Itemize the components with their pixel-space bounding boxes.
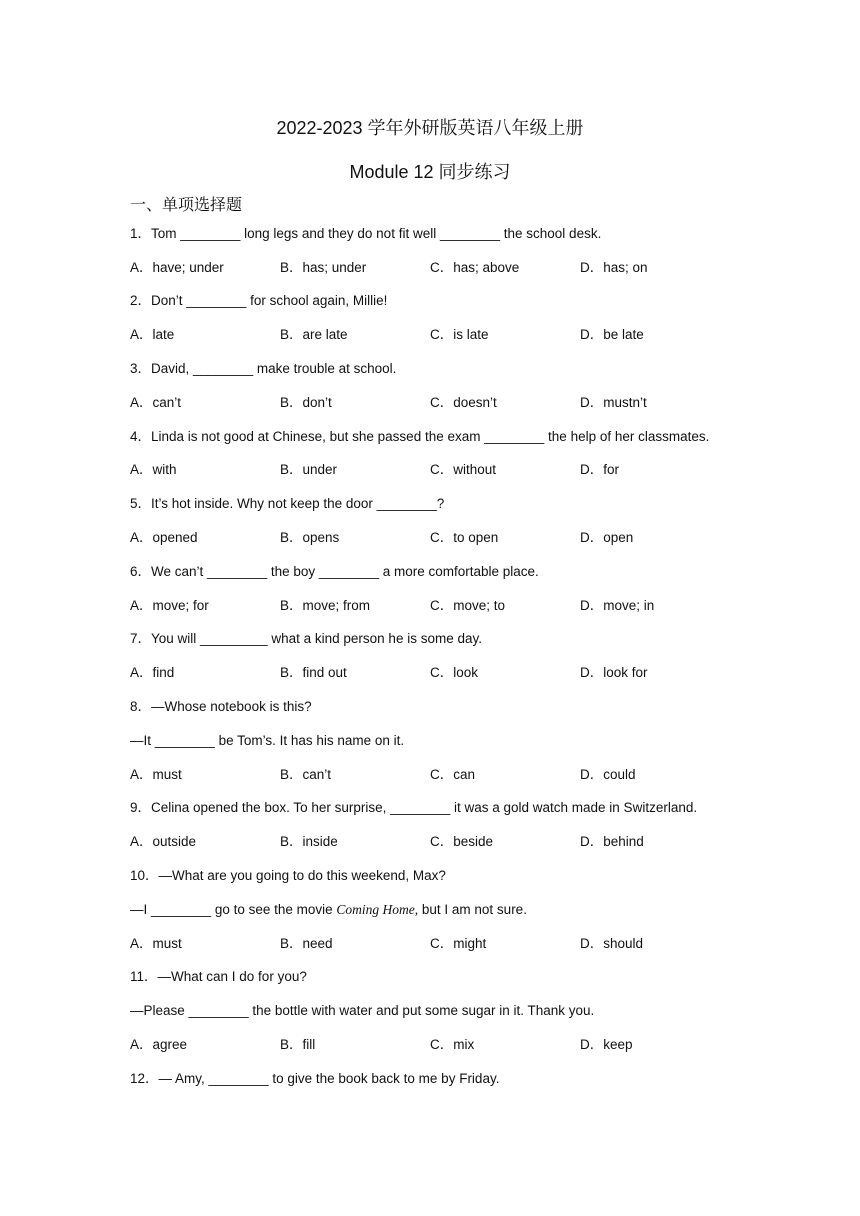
question-2-option-c: C．is late [430, 327, 489, 342]
question-9-option-c: C．beside [430, 834, 494, 849]
question-2-option-b: B．are late [280, 327, 348, 342]
question-4-option-a: A．with [130, 462, 177, 477]
question-11-option-a: A．agree [130, 1037, 188, 1052]
section-heading: 一、单项选择题 [130, 197, 243, 214]
question-11-stem: 11．—What can I do for you? [130, 969, 307, 984]
question-3-option-a: A．can’t [130, 395, 182, 410]
question-11-stem-reply: —Please ________ the bottle with water and put some sugar in it. Thank you. [130, 1003, 595, 1018]
question-9-option-a: A．outside [130, 834, 197, 849]
question-1-option-d: D．has; on [580, 260, 648, 275]
question-6-option-a: A．move; for [130, 598, 209, 613]
question-4-stem: 4．Linda is not good at Chinese, but she passed the exam ________ the help of her classmates. [130, 429, 710, 444]
question-8-stem: 8．—Whose notebook is this? [130, 699, 312, 714]
question-11-option-b: B．fill [280, 1037, 316, 1052]
question-5-option-b: B．opens [280, 530, 340, 545]
question-2-option-d: D．be late [580, 327, 644, 342]
question-8-option-b: B．can’t [280, 767, 332, 782]
question-12-stem: 12．— Amy, ________ to give the book back to me by Friday. [130, 1071, 500, 1086]
question-10-movie-title: Coming Home, [336, 902, 419, 917]
question-3-option-d: D．mustn’t [580, 395, 647, 410]
document-subtitle: Module 12 同步练习 [349, 162, 511, 182]
question-1-option-c: C．has; above [430, 260, 520, 275]
question-7-option-b: B．find out [280, 665, 347, 680]
question-5-option-c: C．to open [430, 530, 499, 545]
question-4-option-c: C．without [430, 462, 497, 477]
question-7-option-a: A．find [130, 665, 175, 680]
question-10-reply-end: but I am not sure. [418, 902, 527, 917]
question-10-stem-reply [130, 901, 527, 919]
question-10-option-d: D．should [580, 936, 644, 951]
question-10-option-b: B．need [280, 936, 333, 951]
question-10-option-c: C．might [430, 936, 487, 951]
question-4-option-d: D．for [580, 462, 620, 477]
question-6-option-b: B．move; from [280, 598, 371, 613]
question-10-option-a: A．must [130, 936, 182, 951]
question-9-stem: 9．Celina opened the box. To her surprise, ________ it was a gold watch made in Switzerland. [130, 800, 698, 815]
question-7-option-d: D．look for [580, 665, 648, 680]
question-2-option-a: A．late [130, 327, 175, 342]
question-2-stem: 2．Don’t ________ for school again, Millie! [130, 293, 388, 308]
question-6-option-d: D．move; in [580, 598, 655, 613]
question-3-option-c: C．doesn’t [430, 395, 497, 410]
question-5-option-d: D．open [580, 530, 634, 545]
question-8-option-c: C．can [430, 767, 476, 782]
question-7-option-c: C．look [430, 665, 479, 680]
question-8-option-d: D．could [580, 767, 636, 782]
question-1-option-b: B．has; under [280, 260, 367, 275]
question-3-option-b: B．don’t [280, 395, 332, 410]
question-5-option-a: A．opened [130, 530, 198, 545]
question-1-stem: 1．Tom ________ long legs and they do not fit well ________ the school desk. [130, 226, 602, 241]
question-8-option-a: A．must [130, 767, 182, 782]
question-9-option-b: B．inside [280, 834, 338, 849]
question-5-stem: 5．It’s hot inside. Why not keep the door ________? [130, 496, 445, 511]
question-6-option-c: C．move; to [430, 598, 506, 613]
question-8-stem-reply: —It ________ be Tom’s. It has his name on it. [130, 733, 405, 748]
question-6-stem: 6．We can’t ________ the boy ________ a more comfortable place. [130, 564, 539, 579]
question-9-option-d: D．behind [580, 834, 644, 849]
question-10-reply-start: —I ________ go to see the movie [130, 902, 337, 917]
question-10-stem: 10．—What are you going to do this weekend, Max? [130, 868, 446, 883]
question-7-stem: 7．You will _________ what a kind person he is some day. [130, 631, 482, 646]
question-4-option-b: B．under [280, 462, 338, 477]
question-3-stem: 3．David, ________ make trouble at school. [130, 361, 397, 376]
question-1-option-a: A．have; under [130, 260, 224, 275]
question-11-option-d: D．keep [580, 1037, 633, 1052]
document-title: 2022-2023 学年外研版英语八年级上册 [276, 118, 584, 138]
question-11-option-c: C．mix [430, 1037, 475, 1052]
